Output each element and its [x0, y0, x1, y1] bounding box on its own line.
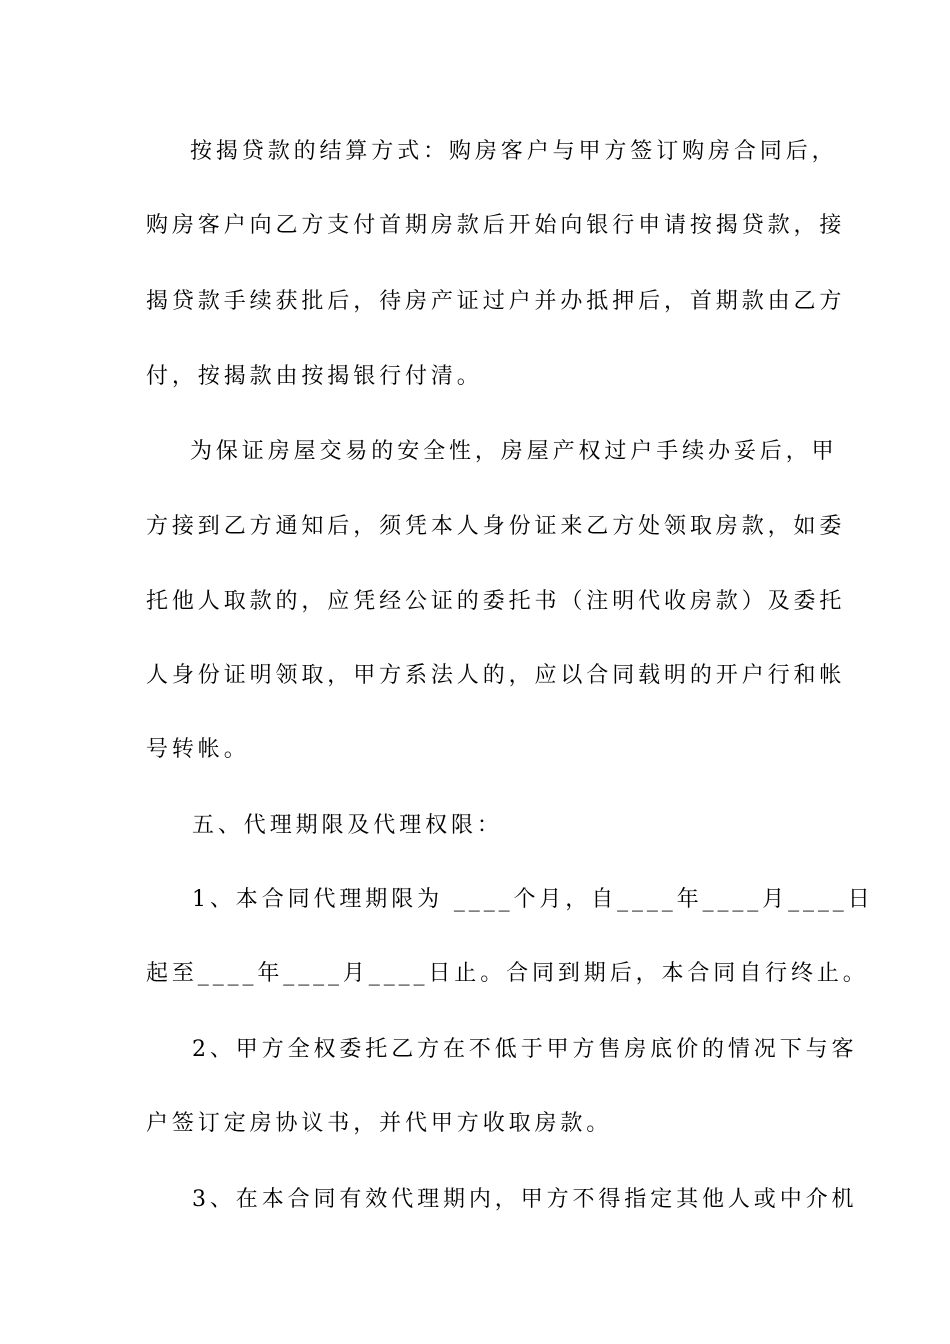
paragraph-line: 号转帐。 [146, 737, 250, 762]
paragraph-line: 方接到乙方通知后，须凭本人身份证来乙方处领取房款，如委 [146, 514, 846, 539]
paragraph-line: 为保证房屋交易的安全性，房屋产权过户手续办妥后，甲 [190, 439, 838, 464]
clause-line: 起至____年____月____日止。合同到期后，本合同自行终止。 [146, 961, 869, 986]
paragraph-line: 购房客户向乙方支付首期房款后开始向银行申请按揭贷款，接 [146, 213, 846, 238]
paragraph-line: 按揭贷款的结算方式：购房客户与甲方签订购房合同后， [190, 139, 838, 164]
paragraph-line: 托他人取款的，应凭经公证的委托书（注明代收房款）及委托 [146, 589, 846, 614]
clause-line: 3、在本合同有效代理期内，甲方不得指定其他人或中介机 [192, 1187, 858, 1212]
clause-line: 1、本合同代理期限为 ____个月，自____年____月____日 [192, 887, 874, 912]
section-heading: 五、代理期限及代理权限： [192, 813, 503, 838]
clause-line: 2、甲方全权委托乙方在不低于甲方售房底价的情况下与客 [192, 1037, 858, 1062]
clause-line: 户签订定房协议书，并代甲方收取房款。 [146, 1111, 613, 1136]
paragraph-line: 揭贷款手续获批后，待房产证过户并办抵押后，首期款由乙方 [146, 289, 846, 314]
paragraph-line: 付，按揭款由按揭银行付清。 [146, 364, 483, 389]
paragraph-line: 人身份证明领取，甲方系法人的，应以合同载明的开户行和帐 [146, 663, 846, 688]
